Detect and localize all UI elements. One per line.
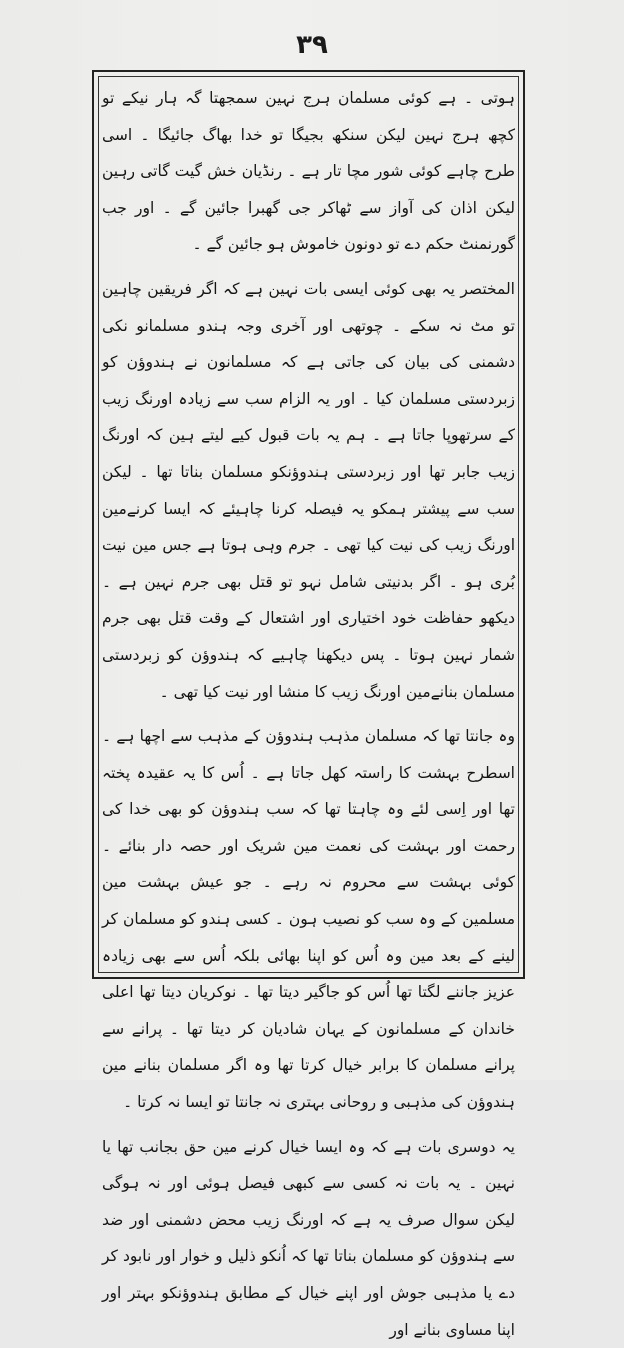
paragraph-2: المختصر یہ بھی کوئی ایسی بات نہین ہے کہ اگر فریقین چاہین تو مٹ نہ سکے ۔ چوتھی اور آخری وجہ ہندو مسلمانو نکی دشمنی کی بیان کی جاتی ہے کہ مسلمانون نے ہندوؤن کو زبردستی مسلمان کیا ۔ اور یہ الزام سب سے زیادہ اورنگ زیب کے سرتھوپا جاتا ہے ۔ ہم یہ بات قبول کیے لیتے ہین کہ اورنگ زیب جابر تھا اور زبردستی ہندوؤنکو مسلمان بناتا تھا ۔ لیکن سب سے پیشتر ہمکو یہ فیصلہ کرنا چاہیئے کہ ایسا کرنےمین اورنگ زیب کی نیت کیا تھی ۔ جرم وہی ہوتا ہے جس مین نیت بُری ہو ۔ اگر بدنیتی شامل نہو تو قتل بھی جرم نہین ہے ۔ دیکھو حفاظت خود اختیاری اور اشتعال کے وقت قتل بھی جرم شمار نہین ہوتا ۔ پس دیکھنا چاہیے کہ ہندوؤن کو زبردستی مسلمان بنانےمین اورنگ زیب کا منشا اور نیت کیا تھی ۔ — [102, 279, 515, 701]
page-number: ۳۹ — [296, 30, 328, 60]
text-frame — [92, 70, 525, 1339]
paragraph-4: یہ دوسری بات ہے کہ وہ ایسا خیال کرنے مین حق بجانب تھا یا نہین ۔ یہ بات نہ کسی سے کبھی فیصل ہوئی اور نہ ہوگی لیکن سوال صرف یہ ہے کہ اورنگ زیب محض دشمنی اور ضد سے ہندوؤن کو مسلمان بناتا تھا کہ اُنکو ذلیل و خوار اور نابود کر دے یا مذہبی جوش اور اپنے خیال کے مطابق ہندوؤنکو بہتر اور اپنا مساوی بنانے اور — [102, 1137, 515, 1339]
paragraph-1: ہوتی ۔ ہے کوئی مسلمان ہرج نہین سمجھتا گہ ہار نیکے تو کچھ ہرج نہین لیکن سنکھ بجیگا تو خدا بھاگ جائیگا ۔ اسی طرح چاہے کوئی شور مچا تار ہے ۔ رنڈیان خش گیت گاتی رہین لیکن اذان کی آواز سے ٹھاکر جی گھبرا جائین گے ۔ اور جب گورنمنٹ حکم دے تو دونون خاموش ہو جائین گے ۔ — [102, 89, 515, 254]
urdu-text-body — [102, 80, 515, 1339]
paragraph-3: وہ جانتا تھا کہ مسلمان مذہب ہندوؤن کے مذہب سے اچھا ہے ۔ اسطرح بہشت کا راستہ کھل جاتا ہے ۔ اُس کا یہ عقیدہ پختہ تھا اور اِسی لئے وہ چاہتا تھا کہ سب ہندوؤن کو بھی خدا کی رحمت اور بہشت کی نعمت مین شریک اور حصہ دار بنائے ۔ کوئی بہشت سے محروم نہ رہے ۔ جو عیش بہشت مین مسلمین کے وہ سب کو نصیب ہون ۔ کسی ہندو کو مسلمان کر لینے کے بعد مین وہ اُس کو اپنا بھائی بلکہ اُس سے بھی زیادہ عزیز جاننے لگتا تھا اُس کو جاگیر دیتا تھا ۔ نوکریان دیتا تھا اعلی خاندان کے مسلمانون کے یہان شادیان کر دیتا تھا ۔ پرانے سے پرانے مسلمان کا برابر خیال کرتا تھا وہ اگر مسلمان بنانے مین ہندوؤن کی مذہبی و روحانی بہتری نہ جانتا تو ایسا نہ کرتا ۔ — [102, 727, 515, 1112]
